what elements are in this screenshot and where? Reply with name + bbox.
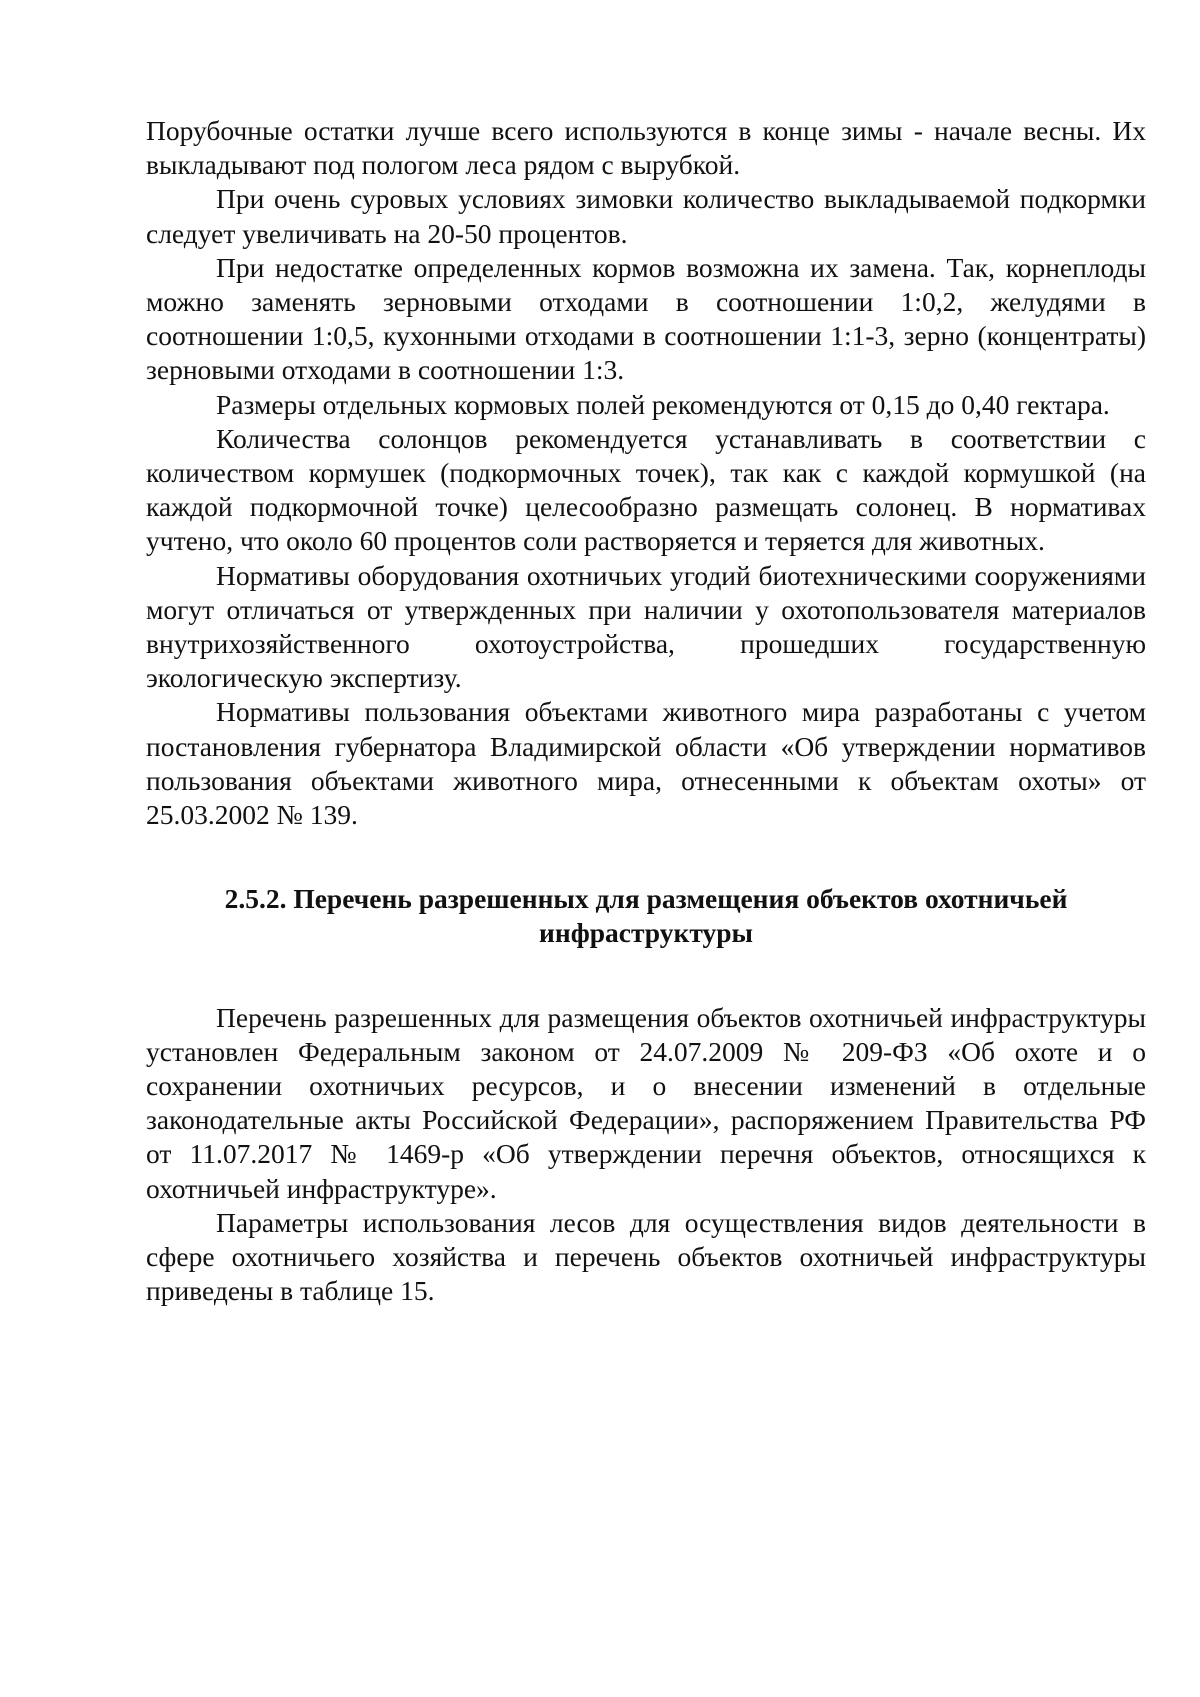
section-heading xyxy=(146,882,1146,950)
section-heading-line-2: инфраструктуры xyxy=(539,917,753,949)
paragraph-feed-substitution: При недостатке определенных кормов возможна их замена. Так, корнеплоды можно заменять зерновыми отходами в соотношении 1:0,2, желудями в соотношении 1:0,5, кухонными отходами в соотношении 1:1-3, зерно (концентраты) зерновыми отходами в соотношении 1:3. xyxy=(146,251,1146,386)
paragraph-logging-residues: Порубочные остатки лучше всего используются в конце зимы - начале весны. Их выкладывают под пологом леса рядом с вырубкой. xyxy=(146,115,1146,181)
paragraph-forest-use-parameters: Параметры использования лесов для осуществления видов деятельности в сфере охотничьего хозяйства и перечень объектов охотничьей инфраструктуры приведены в таблице 15. xyxy=(146,1206,1146,1307)
paragraph-infrastructure-list: Перечень разрешенных для размещения объектов охотничьей инфраструктуры установлен Федеральным законом от 24.07.2009 № 209-ФЗ «Об охоте и о сохранении охотничьих ресурсов, и о внесении изменений в отдельные законодательные акты Российской Федерации», распоряжением Правительства РФ от 11.07.2017 № 1469-р «Об утверждении перечня объектов, относящихся к охотничьей инфраструктуре». xyxy=(146,1001,1146,1204)
document-body xyxy=(146,114,1146,1309)
paragraph-usage-norms: Нормативы пользования объектами животного мира разработаны с учетом постановления губернатора Владимирской области «Об утверждении нормативов пользования объектами животного мира, отнесенными к объектам охоты» от 25.03.2002 № 139. xyxy=(146,696,1146,831)
paragraph-salt-licks: Количества солонцов рекомендуется устанавливать в соответствии с количеством кормушек (подкормочных точек), так как с каждой кормушкой (на каждой подкормочной точке) целесообразно размещать солонец. В нормативах учтено, что около 60 процентов соли растворяется и теряется для животных. xyxy=(146,422,1146,557)
section-heading-line-1: 2.5.2. Перечень разрешенных для размещения объектов охотничьей xyxy=(224,883,1068,915)
paragraph-equipment-norms: Нормативы оборудования охотничьих угодий биотехническими сооружениями могут отличаться от утвержденных при наличии у охотопользователя материалов внутрихозяйственного охотоустройства, прошедших государственную экологическую экспертизу. xyxy=(146,559,1146,694)
paragraph-feed-fields: Размеры отдельных кормовых полей рекомендуются от 0,15 до 0,40 гектара. xyxy=(216,388,1110,420)
paragraph-harsh-winter: При очень суровых условиях зимовки количество выкладываемой подкормки следует увеличивать на 20-50 процентов. xyxy=(146,183,1146,249)
